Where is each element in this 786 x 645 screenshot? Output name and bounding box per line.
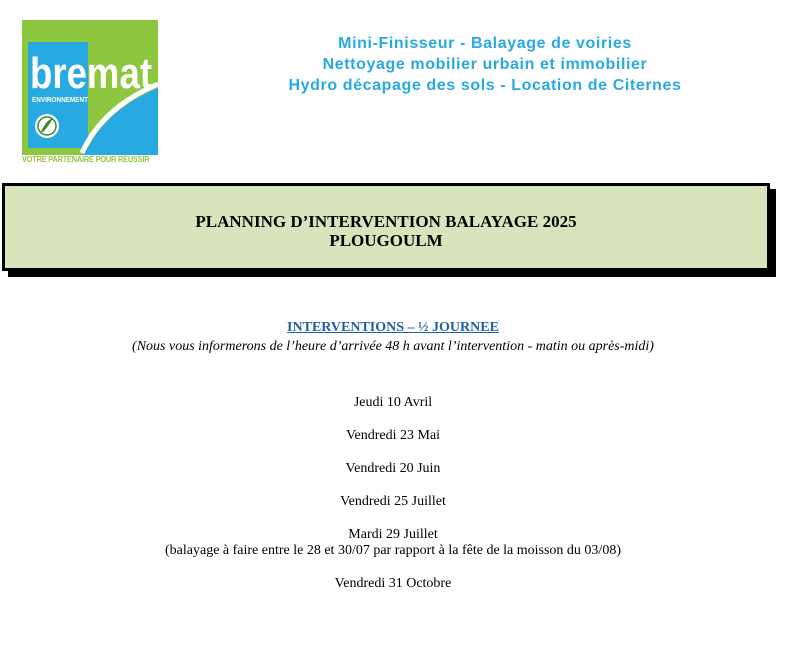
svg-text:ENVIRONNEMENT: ENVIRONNEMENT <box>32 95 89 104</box>
intervention-dates <box>0 395 786 592</box>
service-line: Mini-Finisseur - Balayage de voiries <box>338 35 632 52</box>
interventions-heading: INTERVENTIONS – ½ JOURNEE <box>287 320 499 335</box>
interventions-note: (Nous vous informerons de l’heure d’arrivée 48 h avant l’intervention - matin ou après-midi) <box>132 339 654 354</box>
banner-title <box>5 212 767 250</box>
date-item: Vendredi 23 Mai <box>345 428 441 443</box>
services-list <box>190 33 780 96</box>
banner-title-line: PLANNING D’INTERVENTION BALAYAGE 2025 <box>195 212 577 231</box>
banner-commune: PLOUGOULM <box>329 231 443 250</box>
date-item: Vendredi 31 Octobre <box>334 576 452 591</box>
date-item: Vendredi 25 Juillet <box>340 494 446 509</box>
service-line: Hydro décapage des sols - Location de Citernes <box>288 77 682 94</box>
planning-banner <box>2 183 770 271</box>
date-note: (balayage à faire entre le 28 et 30/07 par rapport à la fête de la moisson du 03/08) <box>165 543 621 558</box>
bremat-logo-graphic <box>22 20 158 155</box>
logo-tagline: VOTRE PARTENAIRE POUR RÉUSSIR <box>22 155 150 164</box>
service-line: Nettoyage mobilier urbain et immobilier <box>322 56 648 73</box>
date-item: Mardi 29 Juillet <box>348 527 438 542</box>
date-item: Jeudi 10 Avril <box>353 395 433 410</box>
svg-text:bremat: bremat <box>30 49 153 98</box>
date-item: Vendredi 20 Juin <box>345 461 441 476</box>
bremat-logo <box>22 20 158 170</box>
